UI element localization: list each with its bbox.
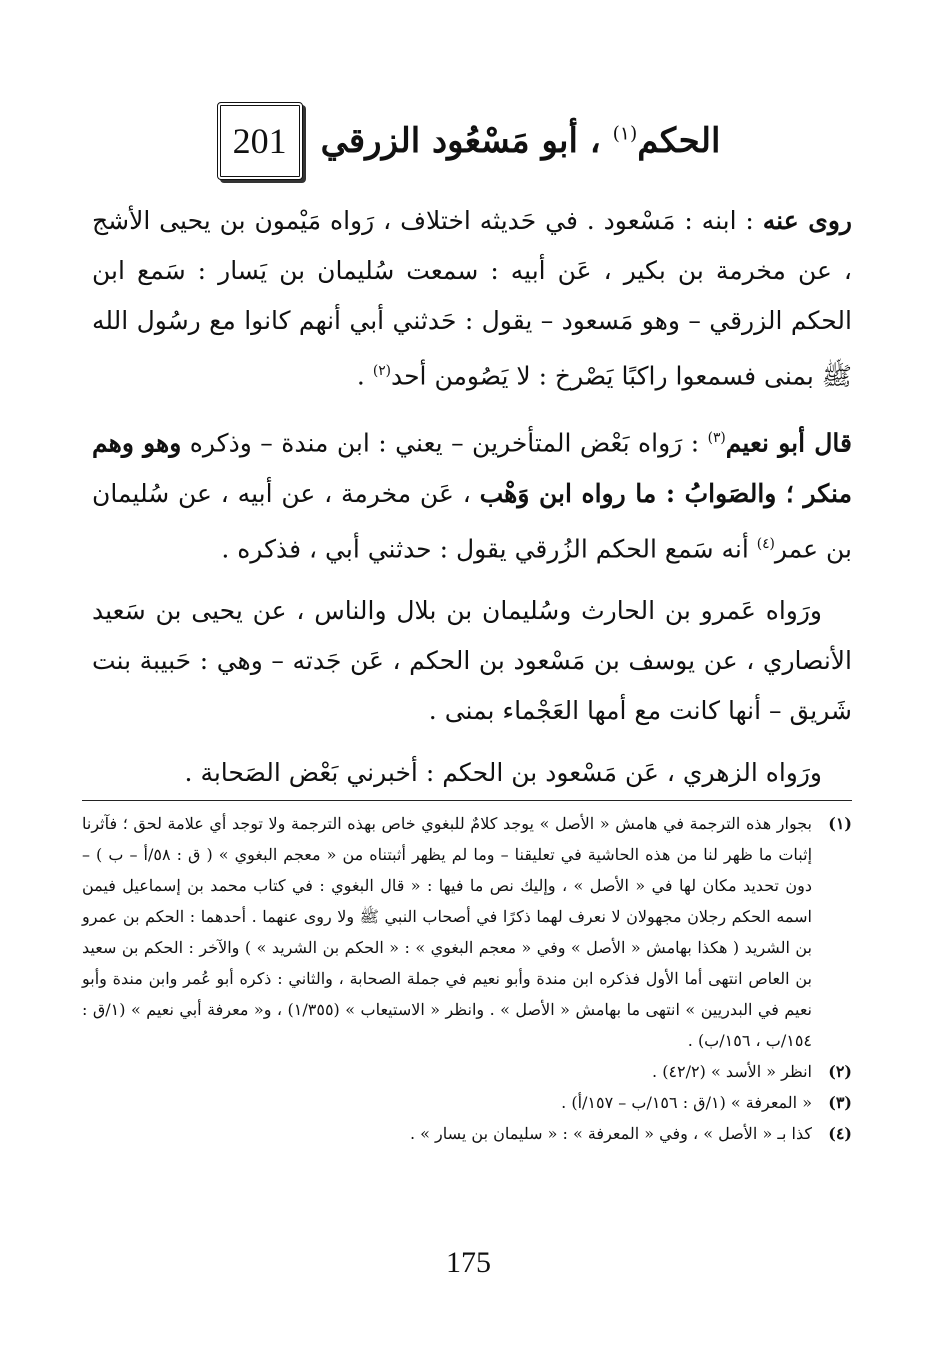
p2-lead: قال أبو نعيم	[725, 428, 852, 458]
entry-number: 201	[232, 121, 287, 161]
footnote-2	[82, 1056, 852, 1087]
footnote-text: انظر « الأسد » (٤٢/٢) .	[652, 1062, 812, 1081]
paragraph-4: ورَواه الزهري ، عَن مَسْعود بن الحكم : أخبرني بَعْض الصَحابة .	[184, 757, 822, 787]
footnote-4	[82, 1118, 852, 1149]
footnote-divider	[82, 800, 852, 801]
p2-text-1: : رَواه بَعْض المتأخرين – يعني : ابن مندة – وذكره	[181, 428, 708, 458]
footnote-text: كذا بـ « الأصل » ، وفي « المعرفة » : « سليمان بن يسار » .	[409, 1124, 812, 1143]
entry-title	[321, 121, 721, 161]
p1-footnote-mark: (٢)	[372, 363, 391, 379]
footnote-3	[82, 1087, 852, 1118]
paragraph-2	[92, 413, 852, 574]
entry-header	[0, 96, 937, 186]
p1-text: : ابنه : مَسْعود . في حَديثه اختلاف ، رَواه مَيْمون بن يحيى الأشج ، عن مخرمة بن بكير ، عَن أبيه : سمعت سُليمان بن يَسار : سَمع ابن الحكم الزرقي – وهو مَسعود – يقول : حَدثني أبي أنهم كانوا مع رسُول الله ﷺ بمنى فسمعوا راكبًا يَصْرخ : لا يَصُومن أحد	[92, 206, 852, 391]
p1-end: .	[356, 361, 373, 391]
footnote-number: (٢)	[828, 1062, 852, 1081]
p2-text-2: ، عَن مخرمة ، عن أبيه ، عن سُليمان بن عمر	[92, 478, 852, 563]
p2-footnote-mark-1: (٣)	[707, 430, 726, 447]
title-footnote-mark: (١)	[612, 123, 638, 145]
main-text	[92, 196, 852, 810]
title-name: الحكم	[637, 121, 721, 161]
footnotes	[82, 808, 852, 1149]
footnote-number: (٤)	[828, 1124, 852, 1143]
title-rest: ، أبو مَسْعُود الزرقي	[320, 121, 613, 161]
footnote-text: بجوار هذه الترجمة في هامش « الأصل » يوجد كلامٌ للبغوي خاص بهذه الترجمة ولا توجد أي علامة لحق ؛ فآثرنا إثبات ما ظهر لنا من هذه الحاشية في تعليقنا – وما لم يظهر أثبتناه من « معجم البغوي » ( ق : ٥٨/أ – ب ) – دون تحديد مكان لها في « الأصل » ، وإليك نص ما فيها : « قال البغوي : في كتاب محمد بن إسماعيل فيمن اسمه الحكم رجلان مجهولان لا نعرف لهما ذكرًا في أصحاب النبي ﷺ ولا روى عنهما . أحدهما : الحكم بن عمرو بن الشريد ( هكذا بهامش « الأصل » وفي « معجم البغوي » : « الحكم بن الشريد » ) والآخر : الحكم بن سعيد بن العاص انتهى أما الأول فذكره ابن مندة وأبو نعيم في جملة الصحابة ، والثاني : ذكره أبو عُمر وابن مندة وأبو نعيم في البدريين » انتهى ما بهامش « الأصل » . وانظر « الاستيعاب » (١/٣٥٥) ، و« معرفة أبي نعيم » (١/ق : ١٥٤/ب ، ١٥٦/ب) .	[82, 814, 813, 1050]
page-number: 175	[446, 1246, 491, 1279]
p1-lead: روى عنه	[762, 206, 852, 235]
footnote-text: « المعرفة » (١/ق : ١٥٦/ب – ١٥٧/أ) .	[561, 1093, 812, 1112]
entry-number-box	[217, 102, 303, 180]
footnote-number: (٣)	[828, 1093, 852, 1112]
p2-text-3: أنه سَمع الحكم الزُرقي يقول : حدثني أبي ، فذكره .	[221, 533, 757, 563]
p2-footnote-mark-2: (٤)	[756, 535, 775, 552]
footnote-number: (١)	[828, 814, 852, 833]
footnote-1	[82, 808, 852, 1056]
paragraph-1	[92, 196, 852, 401]
p2-bold: وهو وهم منكر ؛ والصَوابُ : ما رواه ابن وَهْب	[92, 428, 852, 508]
paragraph-3: ورَواه عَمرو بن الحارث وسُليمان بن بلال والناس ، عن يحيى بن سَعيد الأنصاري ، عن يوسف بن مَسْعود بن الحكم ، عَن جَدته – وهي : حَبيبة بنت شَريق – أنها كانت مع أمها العَجْماء بمنى .	[92, 595, 852, 725]
